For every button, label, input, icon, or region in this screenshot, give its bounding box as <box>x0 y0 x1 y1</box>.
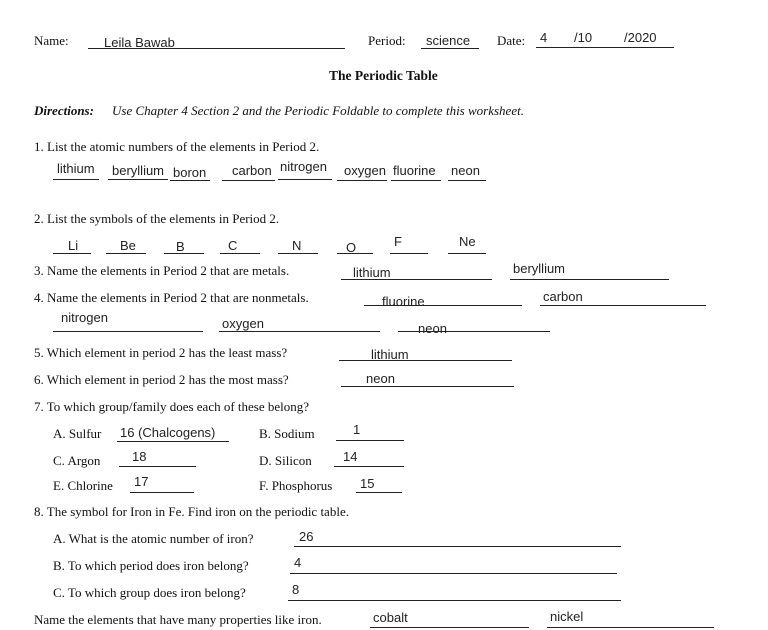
q8-b-answer[interactable]: 4 <box>294 555 302 570</box>
q1-answer-2[interactable]: beryllium <box>112 163 165 178</box>
q4-answer-2[interactable]: carbon <box>543 289 583 304</box>
name-value[interactable]: Leila Bawab <box>104 35 175 50</box>
q2-underline-8 <box>448 253 486 254</box>
q7-e-underline <box>130 492 194 493</box>
q7-d-label: D. Silicon <box>259 453 312 468</box>
q4-underline-3 <box>53 331 203 332</box>
q2-answer-4[interactable]: C <box>228 238 238 253</box>
q2-answer-7[interactable]: F <box>394 234 402 249</box>
q8-a-underline <box>294 546 621 547</box>
q7-e-label: E. Chlorine <box>53 478 113 493</box>
period-label: Period: <box>368 33 406 48</box>
q7-b-label: B. Sodium <box>259 426 315 441</box>
q3-underline-2 <box>510 279 669 280</box>
q7-c-label: C. Argon <box>53 453 101 468</box>
q7-e-answer[interactable]: 17 <box>134 474 149 489</box>
date-month[interactable]: 4 <box>540 30 548 45</box>
page-title: The Periodic Table <box>329 68 438 83</box>
name-underline <box>88 48 345 49</box>
q1-underline-8 <box>448 180 486 181</box>
q6-answer[interactable]: neon <box>366 371 395 386</box>
q7-f-underline <box>356 492 402 493</box>
q9-answer-1[interactable]: cobalt <box>373 610 408 625</box>
q2-underline-4 <box>220 253 260 254</box>
q9-underline-1 <box>370 627 529 628</box>
question-5: 5. Which element in period 2 has the least mass? <box>34 345 288 360</box>
period-value[interactable]: science <box>426 33 471 48</box>
q8-a-answer[interactable]: 26 <box>299 529 314 544</box>
directions-text: Use Chapter 4 Section 2 and the Periodic Foldable to complete this worksheet. <box>112 103 524 118</box>
date-label: Date: <box>497 33 526 48</box>
q1-underline-1 <box>53 179 99 180</box>
q3-answer-1[interactable]: lithium <box>353 265 391 280</box>
q8-c-label: C. To which group does iron belong? <box>53 585 246 600</box>
q7-b-answer[interactable]: 1 <box>353 422 361 437</box>
q4-answer-5[interactable]: neon <box>418 321 447 336</box>
date-underline <box>536 47 674 48</box>
q8-b-underline <box>290 573 617 574</box>
q8-b-label: B. To which period does iron belong? <box>53 558 249 573</box>
q1-answer-8[interactable]: neon <box>451 163 480 178</box>
q8-c-answer[interactable]: 8 <box>292 582 300 597</box>
q1-answer-5[interactable]: nitrogen <box>280 159 327 174</box>
q7-f-answer[interactable]: 15 <box>360 476 375 491</box>
q9-answer-2[interactable]: nickel <box>550 609 584 624</box>
q7-f-label: F. Phosphorus <box>259 478 333 493</box>
q4-answer-3[interactable]: nitrogen <box>61 310 108 325</box>
q4-answer-1[interactable]: fluorine <box>382 294 425 309</box>
q4-underline-2 <box>540 305 706 306</box>
directions-label: Directions: <box>34 103 94 118</box>
q7-c-underline <box>119 466 196 467</box>
period-underline <box>421 48 479 49</box>
q1-underline-6 <box>337 180 387 181</box>
question-2: 2. List the symbols of the elements in Period 2. <box>34 211 280 226</box>
q5-answer[interactable]: lithium <box>371 347 409 362</box>
q4-underline-5 <box>398 331 550 332</box>
question-8: 8. The symbol for Iron in Fe. Find iron on the periodic table. <box>34 504 349 519</box>
question-9: Name the elements that have many properties like iron. <box>34 612 322 627</box>
q8-c-underline <box>288 600 621 601</box>
q1-underline-3 <box>170 180 210 181</box>
q1-answer-1[interactable]: lithium <box>57 161 95 176</box>
q2-answer-8[interactable]: Ne <box>459 234 476 249</box>
q2-underline-1 <box>53 253 91 254</box>
date-year[interactable]: /2020 <box>624 30 657 45</box>
q1-answer-7[interactable]: fluorine <box>393 163 436 178</box>
question-1: 1. List the atomic numbers of the elements in Period 2. <box>34 139 320 154</box>
q3-underline-1 <box>341 279 492 280</box>
q8-a-label: A. What is the atomic number of iron? <box>53 531 254 546</box>
q2-underline-6 <box>337 253 373 254</box>
q2-answer-5[interactable]: N <box>292 238 302 253</box>
q2-answer-1[interactable]: Li <box>68 238 79 253</box>
q1-underline-5 <box>278 179 332 180</box>
q2-answer-2[interactable]: Be <box>120 238 136 253</box>
q5-underline <box>339 360 512 361</box>
q9-underline-2 <box>547 627 714 628</box>
q1-underline-2 <box>108 179 168 180</box>
q2-underline-2 <box>106 253 146 254</box>
q4-answer-4[interactable]: oxygen <box>222 316 264 331</box>
q1-underline-7 <box>391 180 441 181</box>
date-day[interactable]: /10 <box>574 30 593 45</box>
q2-underline-5 <box>278 253 318 254</box>
q1-answer-3[interactable]: boron <box>173 165 207 180</box>
q7-c-answer[interactable]: 18 <box>132 449 147 464</box>
q7-a-label: A. Sulfur <box>53 426 102 441</box>
q1-answer-6[interactable]: oxygen <box>344 163 386 178</box>
question-7: 7. To which group/family does each of these belong? <box>34 399 310 414</box>
question-6: 6. Which element in period 2 has the most mass? <box>34 372 289 387</box>
q4-underline-1 <box>364 305 522 306</box>
q7-a-underline <box>117 441 229 442</box>
question-4: 4. Name the elements in Period 2 that are nonmetals. <box>34 290 309 305</box>
q2-underline-3 <box>164 253 204 254</box>
q7-a-answer[interactable]: 16 (Chalcogens) <box>120 425 216 440</box>
q3-answer-2[interactable]: beryllium <box>513 261 566 276</box>
q4-underline-4 <box>219 331 380 332</box>
q6-underline <box>341 386 514 387</box>
q2-underline-7 <box>390 253 428 254</box>
q2-answer-3[interactable]: B <box>176 239 185 254</box>
question-3: 3. Name the elements in Period 2 that are metals. <box>34 263 290 278</box>
q7-d-answer[interactable]: 14 <box>343 449 358 464</box>
q7-b-underline <box>336 440 404 441</box>
q1-answer-4[interactable]: carbon <box>232 163 272 178</box>
q2-answer-6[interactable]: O <box>346 240 357 255</box>
q1-underline-4 <box>222 180 275 181</box>
name-label: Name: <box>34 33 69 48</box>
q7-d-underline <box>334 466 404 467</box>
